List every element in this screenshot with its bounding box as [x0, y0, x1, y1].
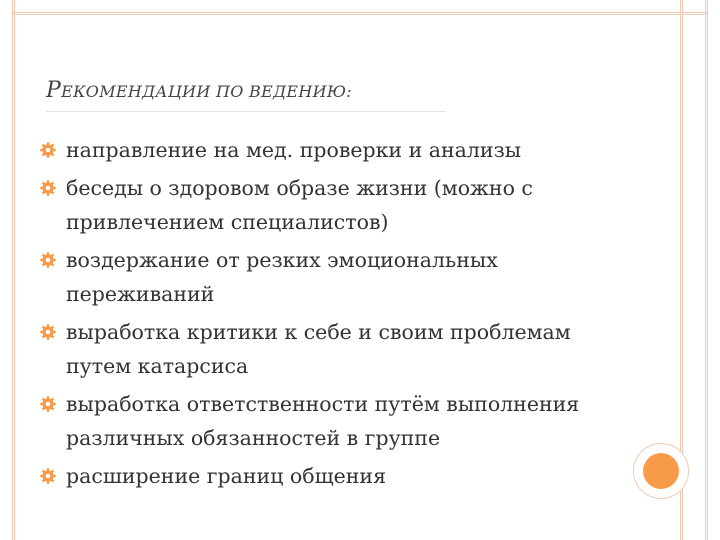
frame-line-left-inner — [14, 0, 15, 540]
list-item-text: расширение границ общения — [66, 464, 387, 488]
list-item-text: беседы о здоровом образе жизни (можно с привлечением специалистов) — [66, 176, 533, 234]
list-item — [40, 387, 630, 455]
frame-line-right-3 — [705, 0, 706, 540]
frame-line-top-inner — [12, 14, 708, 15]
list-item-text: воздержание от резких эмоциональных переживаний — [66, 248, 498, 306]
list-item-text: выработка критики к себе и своим проблемам путем катарсиса — [66, 320, 571, 378]
decorative-circle-dot — [643, 453, 679, 489]
gear-icon — [40, 252, 56, 268]
list-item — [40, 133, 630, 167]
slide-title-initial: Р — [46, 78, 62, 103]
frame-line-right-4 — [707, 0, 708, 540]
frame-line-top-outer — [12, 12, 708, 13]
slide-title-rest: ЕКОМЕНДАЦИИ ПО ВЕДЕНИЮ: — [61, 82, 352, 101]
gear-icon — [40, 396, 56, 412]
list-item-text: выработка ответственности путём выполнения различных обязанностей в группе — [66, 392, 580, 450]
gear-icon — [40, 324, 56, 340]
list-item — [40, 459, 630, 493]
gear-icon — [40, 468, 56, 484]
list-item — [40, 243, 630, 311]
gear-icon — [40, 180, 56, 196]
list-item — [40, 315, 630, 383]
slide-title — [46, 78, 352, 103]
list-item-text: направление на мед. проверки и анализы — [66, 138, 522, 162]
gear-icon — [40, 142, 56, 158]
title-underline — [46, 111, 446, 112]
list-item — [40, 171, 630, 239]
recommendations-list — [40, 133, 630, 497]
frame-line-left-outer — [12, 0, 13, 540]
